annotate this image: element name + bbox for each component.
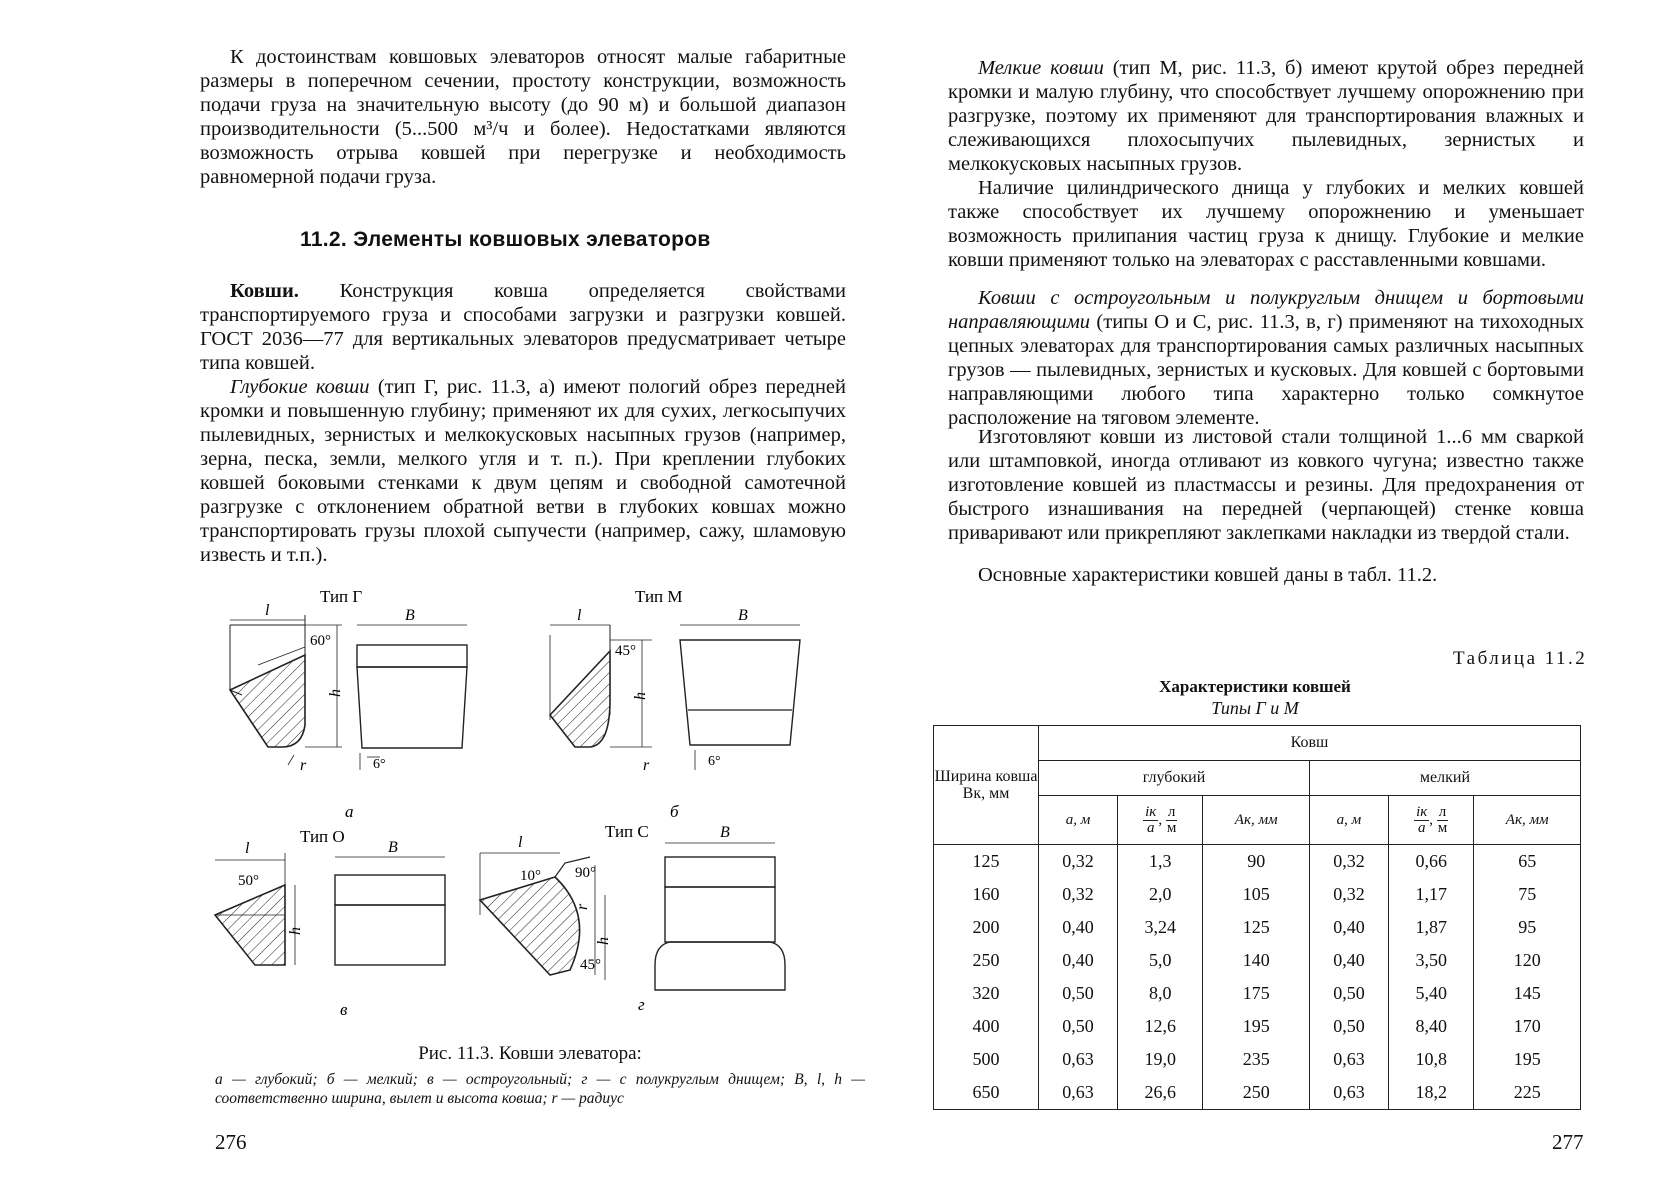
dim-l-c: l: [518, 834, 523, 851]
table-cell: 95: [1474, 911, 1581, 944]
bucket-type-c-side: [480, 834, 612, 980]
table-cell: 65: [1474, 845, 1581, 879]
table-cell: 0,50: [1309, 1010, 1388, 1043]
sharp-heading: Ковши с остроугольным и полукруглым днищем и бортовыми направляющими: [948, 287, 1584, 333]
table-cell: 5,40: [1388, 977, 1474, 1010]
table-cell: 0,50: [1039, 1010, 1118, 1043]
intro-paragraph: К достоинствам ковшовых элеваторов относят малые габаритные размеры в поперечном сечении, простоту конструкции, возможность подачи груза на значительную высоту (до 90 м) и большой диапазон производительности (5...500 м³/ч и более). Недостатками являются возможность отрыва ковшей при перегрузке и необходимость равномерной подачи груза.: [200, 46, 846, 188]
table-cell: 250: [1203, 1076, 1310, 1110]
buckets-text: Конструкция ковша определяется свойствами транспортируемого груза и способами загрузки и разгрузки ковшей. ГОСТ 2036—77 для вертикальных элеваторов предусматривает четыре типа ковшей.: [200, 280, 846, 374]
table-row: [934, 944, 1581, 977]
angle-90-label: 90°: [575, 865, 596, 881]
bucket-type-m-front: [680, 607, 800, 770]
table-cell: 170: [1474, 1010, 1581, 1043]
section-title: 11.2. Элементы ковшовых элеваторов: [300, 228, 711, 251]
table-row: [934, 1010, 1581, 1043]
page-number-left: 276: [215, 1130, 247, 1154]
dim-b-m: B: [738, 607, 748, 624]
col-header-i-shallow: $\frac{iк}{а}$ , $\frac{л}{м}$: [1388, 796, 1474, 845]
col-header-width: Ширина ковша Bк, мм: [934, 726, 1039, 845]
buckets-heading: Ковши.: [230, 280, 299, 302]
table-cell: 75: [1474, 878, 1581, 911]
bucket-figure: [210, 585, 870, 1035]
table-row: [934, 977, 1581, 1010]
col-header-a-deep: а, м: [1039, 796, 1118, 845]
table-cell: 19,0: [1117, 1043, 1203, 1076]
table-cell: 125: [934, 845, 1039, 879]
table-cell: 225: [1474, 1076, 1581, 1110]
angle-10-label: 10°: [520, 868, 541, 884]
table-cell: 0,40: [1309, 944, 1388, 977]
table-cell: 0,32: [1039, 845, 1118, 879]
table-cell: 0,32: [1309, 845, 1388, 879]
angle-45-c: 45°: [580, 957, 601, 973]
table-cell: 0,40: [1039, 911, 1118, 944]
dim-h-g: h: [327, 689, 344, 697]
col-header-A-deep: Ак, мм: [1203, 796, 1310, 845]
table-cell: 145: [1474, 977, 1581, 1010]
dim-r-g: r: [300, 757, 307, 774]
dim-l-g: l: [265, 602, 270, 619]
dim-b-o: B: [388, 839, 398, 856]
table-label: Таблица 11.2: [1453, 648, 1588, 669]
dim-l-o: l: [245, 840, 250, 857]
figure-caption: Рис. 11.3. Ковши элеватора:: [418, 1043, 642, 1064]
deep-text: (тип Г, рис. 11.3, а) имеют пологий обрез передней кромки и повышенную глубину; применяют их для сухих, легкосыпучих пылевидных, зернистых и мелкокусковых насыпных грузов (например, зерна, песка, земли, мелкого угля и т. п.). При креплении глубоких ковшей боковыми стенками к двум цепям и свободной самотечной разгрузке с отклонением обратной ветви в глубоких ковшах можно транспортировать грузы плохой сыпучести (например, сажу, шламовую известь и т.п.).: [200, 376, 847, 566]
table-cell: 90: [1203, 845, 1310, 879]
table-cell: 0,50: [1039, 977, 1118, 1010]
table-cell: 8,40: [1388, 1010, 1474, 1043]
shallow-buckets-paragraph: [948, 56, 1584, 176]
bucket-type-o-front: [335, 839, 445, 965]
dim-h-o: h: [287, 927, 304, 935]
table-cell: 500: [934, 1043, 1039, 1076]
angle-6-g: 6°: [373, 757, 386, 772]
table-cell: 195: [1474, 1043, 1581, 1076]
page-number-right: 277: [1552, 1130, 1584, 1154]
table-cell: 12,6: [1117, 1010, 1203, 1043]
table-cell: 0,66: [1388, 845, 1474, 879]
bucket-type-g-front: [357, 607, 467, 772]
dim-l-m: l: [577, 607, 582, 624]
table-cell: 18,2: [1388, 1076, 1474, 1110]
col-header-i-deep: $\frac{iк}{а}$ , $\frac{л}{м}$: [1117, 796, 1203, 845]
table-cell: 140: [1203, 944, 1310, 977]
sharp-text: (типы О и С, рис. 11.3, в, г) применяют на тихоходных цепных элеваторах для транспортирования самых различных насыпных грузов — пылевидных, зернистых и кусковых. Для ковшей с бортовыми направляющими любого типа характерно только сомкнутое расположение на тяговом элементе.: [948, 311, 1584, 429]
label-type-g: Тип Г: [320, 587, 363, 606]
bucket-type-g-side: [230, 602, 344, 774]
dim-b-c: B: [720, 824, 730, 841]
table-cell: 0,40: [1309, 911, 1388, 944]
table-cell: 3,24: [1117, 911, 1203, 944]
table-row: [934, 911, 1581, 944]
table-cell: 1,17: [1388, 878, 1474, 911]
table-row: [934, 1043, 1581, 1076]
bucket-type-m-side: [550, 607, 652, 774]
table-cell: 120: [1474, 944, 1581, 977]
angle-50-label: 50°: [238, 873, 259, 889]
bucket-type-o-side: [215, 840, 304, 965]
table-cell: 0,32: [1039, 878, 1118, 911]
table-cell: 0,63: [1039, 1043, 1118, 1076]
col-header-deep: глубокий: [1039, 761, 1310, 796]
table-cell: 200: [934, 911, 1039, 944]
shallow-text: (тип М, рис. 11.3, б) имеют крутой обрез передней кромки и малую глубину, что способствует лучшему опорожнению при разгрузке, поэтому их применяют для транспортирования влажных и слеживающихся плохосыпучих пылевидных, зернистых и мелкокусковых насыпных грузов.: [948, 57, 1584, 175]
col-header-bucket: Ковш: [1039, 726, 1581, 761]
table-cell: 8,0: [1117, 977, 1203, 1010]
dim-h-m: h: [632, 692, 649, 700]
label-type-c: Тип С: [605, 822, 649, 841]
bucket-type-c-front: [655, 824, 785, 990]
table-cell: 250: [934, 944, 1039, 977]
table-cell: 10,8: [1388, 1043, 1474, 1076]
table-row: [934, 878, 1581, 911]
table-cell: 320: [934, 977, 1039, 1010]
characteristics-paragraph: Основные характеристики ковшей даны в табл. 11.2.: [978, 564, 1438, 586]
dim-r-c: r: [574, 903, 591, 910]
col-header-a-shallow: а, м: [1309, 796, 1388, 845]
dim-r-m: r: [643, 757, 650, 774]
table-cell: 5,0: [1117, 944, 1203, 977]
table-cell: 175: [1203, 977, 1310, 1010]
col-header-A-shallow: Ак, мм: [1474, 796, 1581, 845]
table-cell: 26,6: [1117, 1076, 1203, 1110]
table-cell: 0,63: [1309, 1076, 1388, 1110]
table-cell: 125: [1203, 911, 1310, 944]
angle-45-m: 45°: [615, 643, 636, 659]
table-title: Характеристики ковшей: [1159, 677, 1351, 696]
cylindrical-paragraph: Наличие цилиндрического днища у глубоких и мелких ковшей также способствует их лучшему опорожнению и уменьшает возможность прилипания частиц груза к днищу. Глубокие и мелкие ковши применяют только на элеваторах с расставленными ковшами.: [948, 177, 1584, 271]
sharp-bottom-paragraph: [948, 286, 1584, 430]
shallow-heading: Мелкие ковши: [978, 57, 1104, 79]
sub-b: б: [670, 802, 679, 821]
col-header-shallow: мелкий: [1309, 761, 1580, 796]
manufacture-paragraph: Изготовляют ковши из листовой стали толщиной 1...6 мм сваркой или штамповкой, иногда отливают из ковкого чугуна; известно также изготовление ковшей из пластмассы и резины. Для предохранения от быстрого изнашивания на передней (черпающей) стенке ковша приваривают или прикрепляют заклепками накладки из твердой стали.: [948, 426, 1584, 544]
table-cell: 0,40: [1039, 944, 1118, 977]
figure-legend: а — глубокий; б — мелкий; в — остроугольный; г — с полукруглым днищем; B, l, h — соответственно ширина, вылет и высота ковша; r — радиус: [215, 1071, 865, 1107]
table-row: [934, 845, 1581, 879]
sub-g: г: [638, 995, 645, 1014]
dim-h-c: h: [595, 937, 612, 945]
table-cell: 1,87: [1388, 911, 1474, 944]
table-cell: 0,32: [1309, 878, 1388, 911]
bucket-characteristics-table: [933, 725, 1581, 1110]
table-subtitle: Типы Г и М: [1211, 698, 1299, 718]
dim-b-g: B: [405, 607, 415, 624]
table-row: [934, 1076, 1581, 1110]
table-cell: 160: [934, 878, 1039, 911]
label-type-m: Тип М: [635, 587, 683, 606]
angle-60-label: 60°: [310, 633, 331, 649]
deep-buckets-paragraph: [200, 375, 846, 567]
table-cell: 400: [934, 1010, 1039, 1043]
sub-v: в: [340, 1000, 348, 1019]
table-cell: 3,50: [1388, 944, 1474, 977]
label-type-o: Тип О: [300, 827, 345, 846]
table-cell: 1,3: [1117, 845, 1203, 879]
angle-6-m: 6°: [708, 754, 721, 769]
table-cell: 0,63: [1039, 1076, 1118, 1110]
table-body: [934, 845, 1581, 1110]
table-cell: 650: [934, 1076, 1039, 1110]
table-cell: 0,50: [1309, 977, 1388, 1010]
table-cell: 0,63: [1309, 1043, 1388, 1076]
table-cell: 235: [1203, 1043, 1310, 1076]
table-cell: 105: [1203, 878, 1310, 911]
deep-heading: Глубокие ковши: [230, 376, 370, 398]
buckets-paragraph: [200, 279, 846, 375]
table-cell: 2,0: [1117, 878, 1203, 911]
table-cell: 195: [1203, 1010, 1310, 1043]
sub-a: а: [345, 802, 354, 821]
